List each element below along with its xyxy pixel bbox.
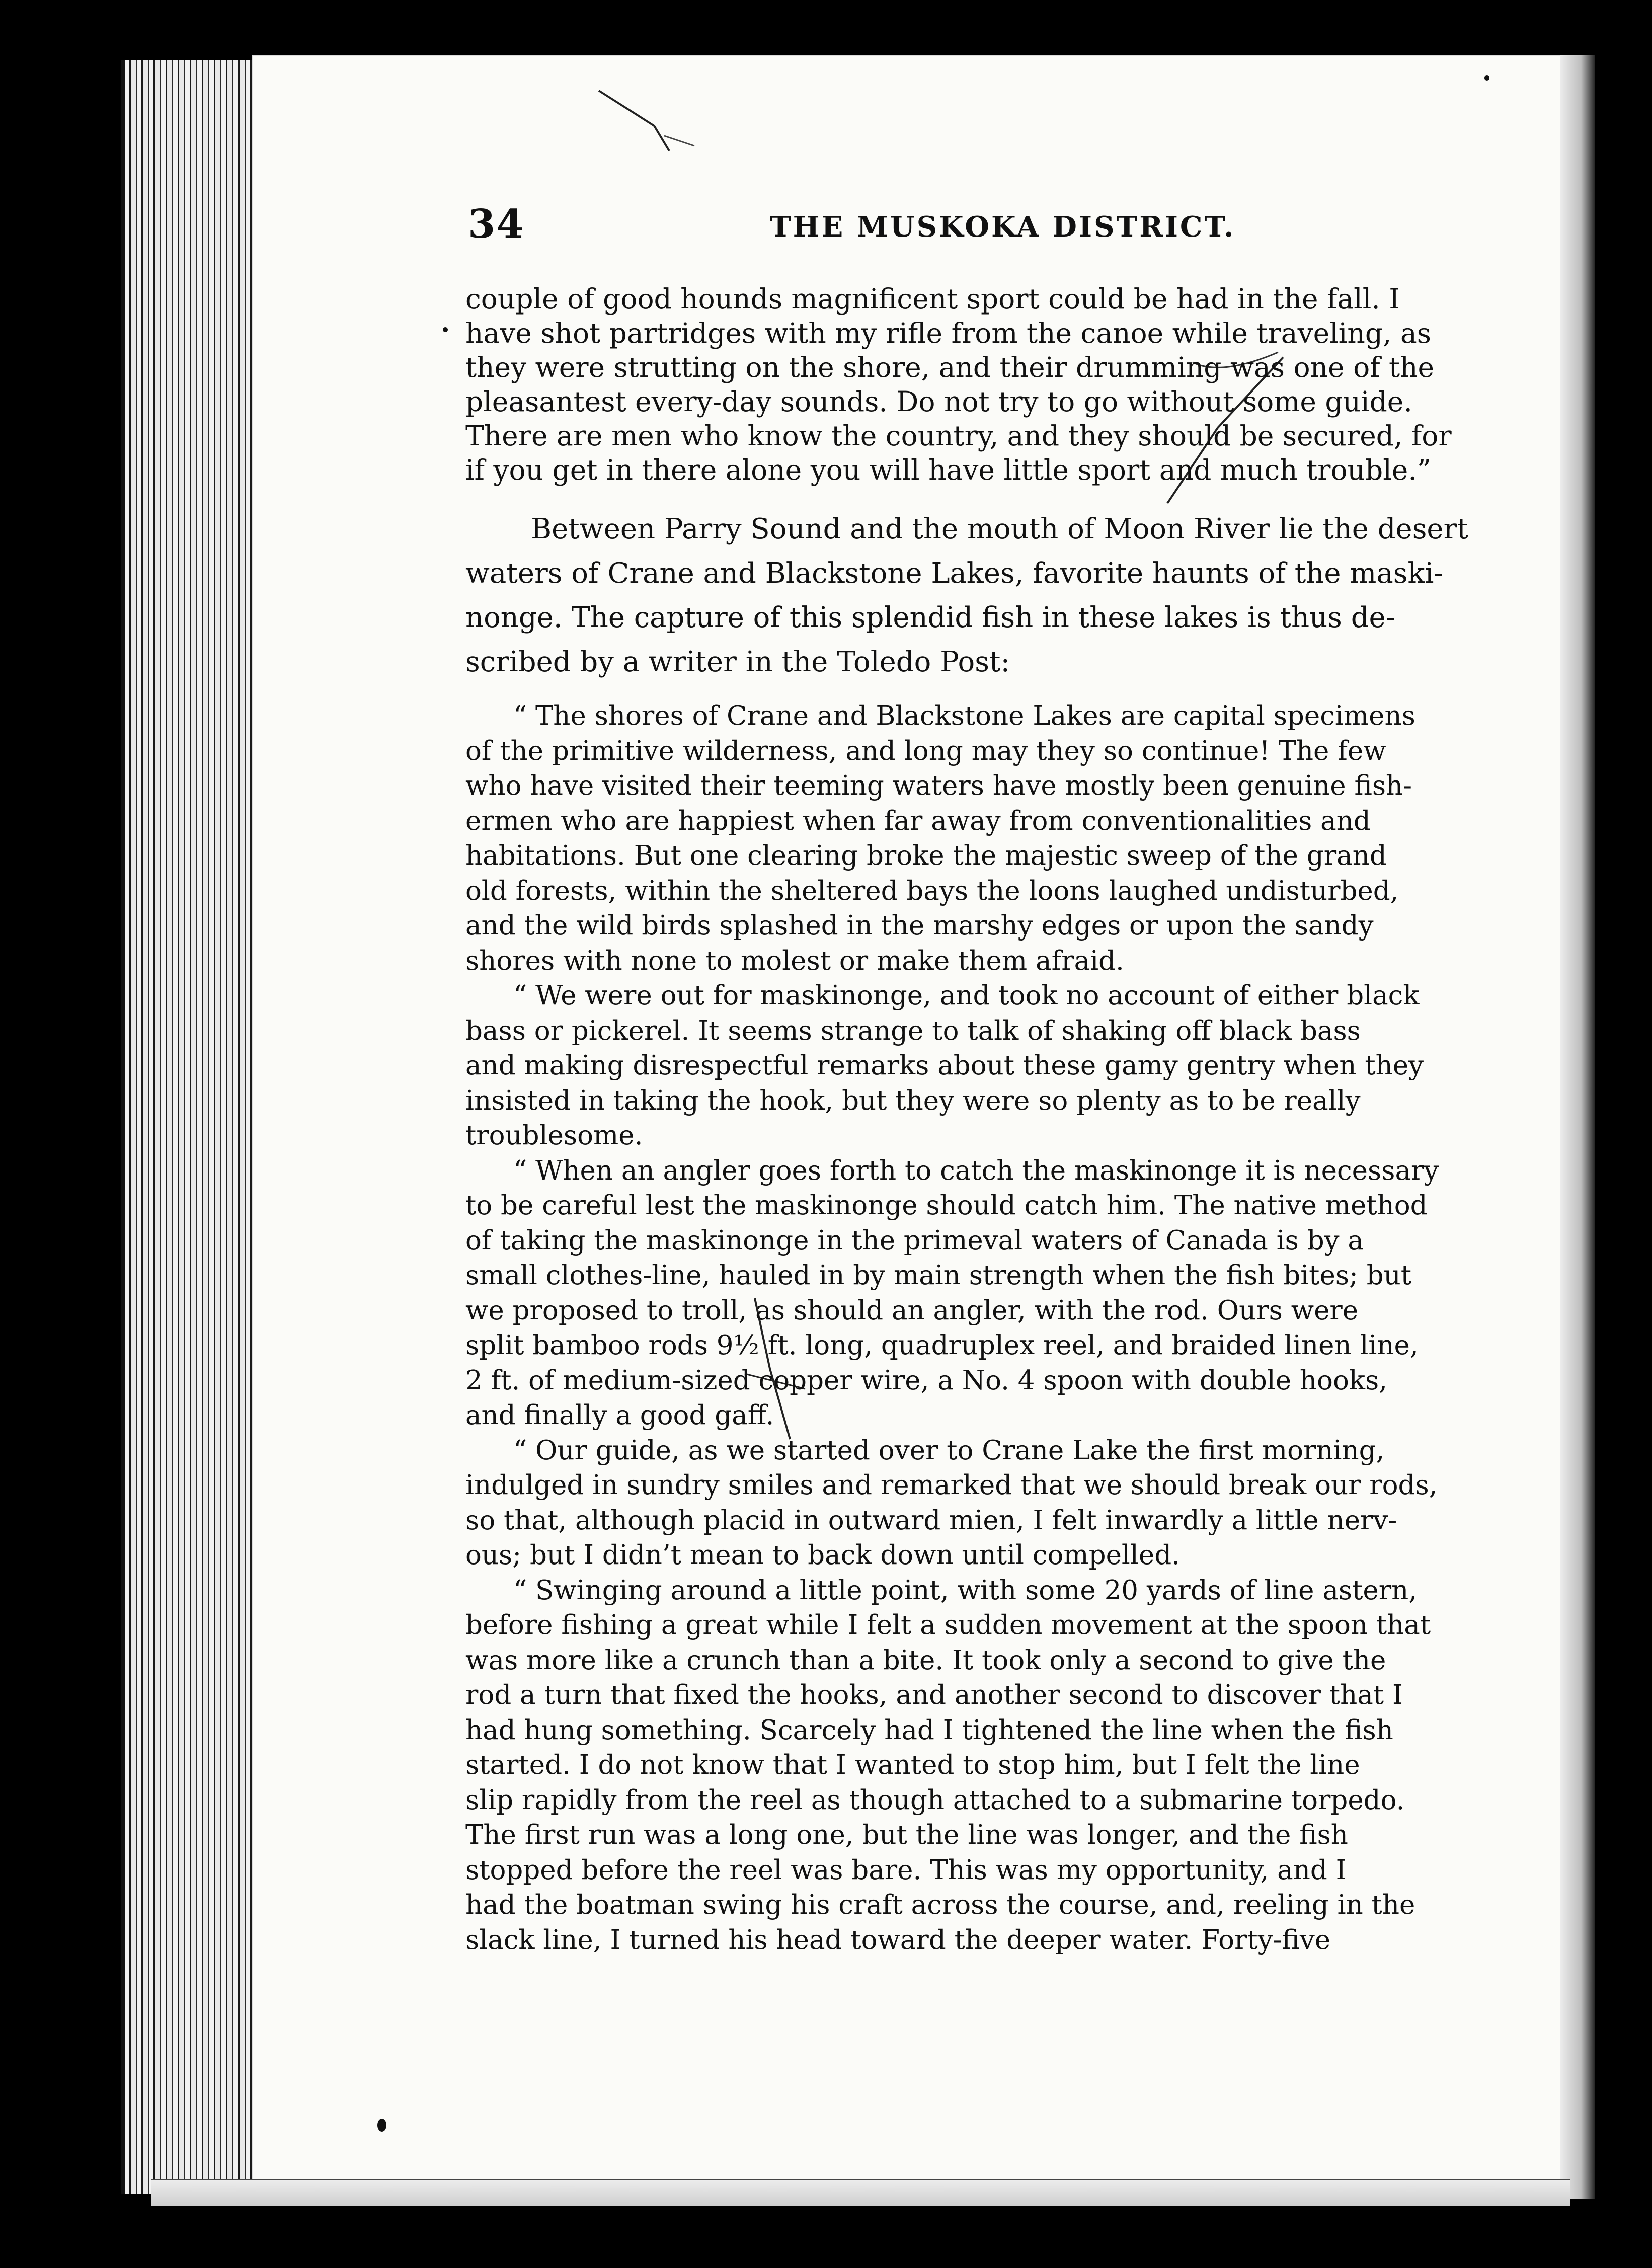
paragraph-intro: couple of good hounds magnificent sport could be had in the fall. I have shot partridges with my rifle from the canoe while traveling, as they were strutting on the shore, and their drumming was one of the pleasantest every-day sounds. Do not try to go without some guide. There are men who know the country, and they should be secured, for if you get in there alone you will have little sport and much trouble.” bbox=[465, 283, 1452, 486]
page-header bbox=[468, 201, 1525, 257]
paragraph-quote: “ Our guide, as we started over to Crane Lake the first morning, indulged in sundry smiles and remarked that we should break our rods, so that, although placid in outward mien, I felt inwardly a little nerv- ous; but I didn’t mean to back down until compelled. bbox=[465, 1435, 1438, 1571]
page-right-edge bbox=[1560, 55, 1595, 2199]
ink-speck bbox=[377, 2119, 386, 2132]
paragraph-quote: “ Swinging around a little point, with some 20 yards of line astern, before fishing a great while I felt a sudden movement at the spoon that was more like a crunch than a bite. It took only a second to give the rod a turn that fixed the hooks, and another second to discover that I had hung something. Scarcely had I tightened the line when the fish started. I do not know that I wanted to stop him, but I felt the line slip rapidly from the reel as though attached to a submarine torpedo. The first run was a long one, but the line was longer, and the fish stopped before the reel was bare. This was my opportunity, and I had the boatman swing his craft across the course, and, reeling in the slack line, I turned his head toward the deeper water. Forty-five bbox=[465, 1575, 1431, 1956]
ink-speck bbox=[443, 327, 448, 332]
running-head: THE MUSKOKA DISTRICT. bbox=[770, 210, 1236, 244]
ink-speck bbox=[1484, 75, 1489, 81]
page-bottom-edge bbox=[151, 2179, 1570, 2206]
paragraph-quote: “ When an angler goes forth to catch the maskinonge it is necessary to be careful lest the maskinonge should catch him. The native method of taking the maskinonge in the primeval waters of Canada is by a small clothes-line, hauled in by main strength when the fish bites; but we proposed to troll, as should an angler, with the rod. Ours were split bamboo rods 9½ ft. long, quadruplex reel, and braided linen line, 2 ft. of medium-sized copper wire, a No. 4 spoon with double hooks, and finally a good gaff. bbox=[465, 1155, 1439, 1431]
paragraph-quote: “ We were out for maskinonge, and took no account of either black bass or pickerel. It seems strange to talk of shaking off black bass and making disrespectful remarks about these gamy gentry when they insisted in taking the hook, but they were so plenty as to be really troublesome. bbox=[465, 980, 1424, 1151]
paragraph-quote: “ The shores of Crane and Blackstone Lakes are capital specimens of the primitive wilderness, and long may they so continue! The few who have visited their teeming waters have mostly been genuine fish- ermen who are happiest when far away from conventionalities and habitations. But one clearing broke the majestic sweep of the grand old forests, within the sheltered bays the loons laughed undisturbed, and the wild birds splashed in the marshy edges or upon the sandy shores with none to molest or make them afraid. bbox=[465, 700, 1415, 976]
body-text bbox=[465, 282, 1522, 1958]
paragraph-narrative: Between Parry Sound and the mouth of Moon River lie the desert waters of Crane and Blackstone Lakes, favorite haunts of the maski- nonge. The capture of this splendid fish in these lakes is thus de- scribed by a writer in the Toledo Post: bbox=[465, 513, 1468, 678]
page-number: 34 bbox=[468, 201, 525, 247]
